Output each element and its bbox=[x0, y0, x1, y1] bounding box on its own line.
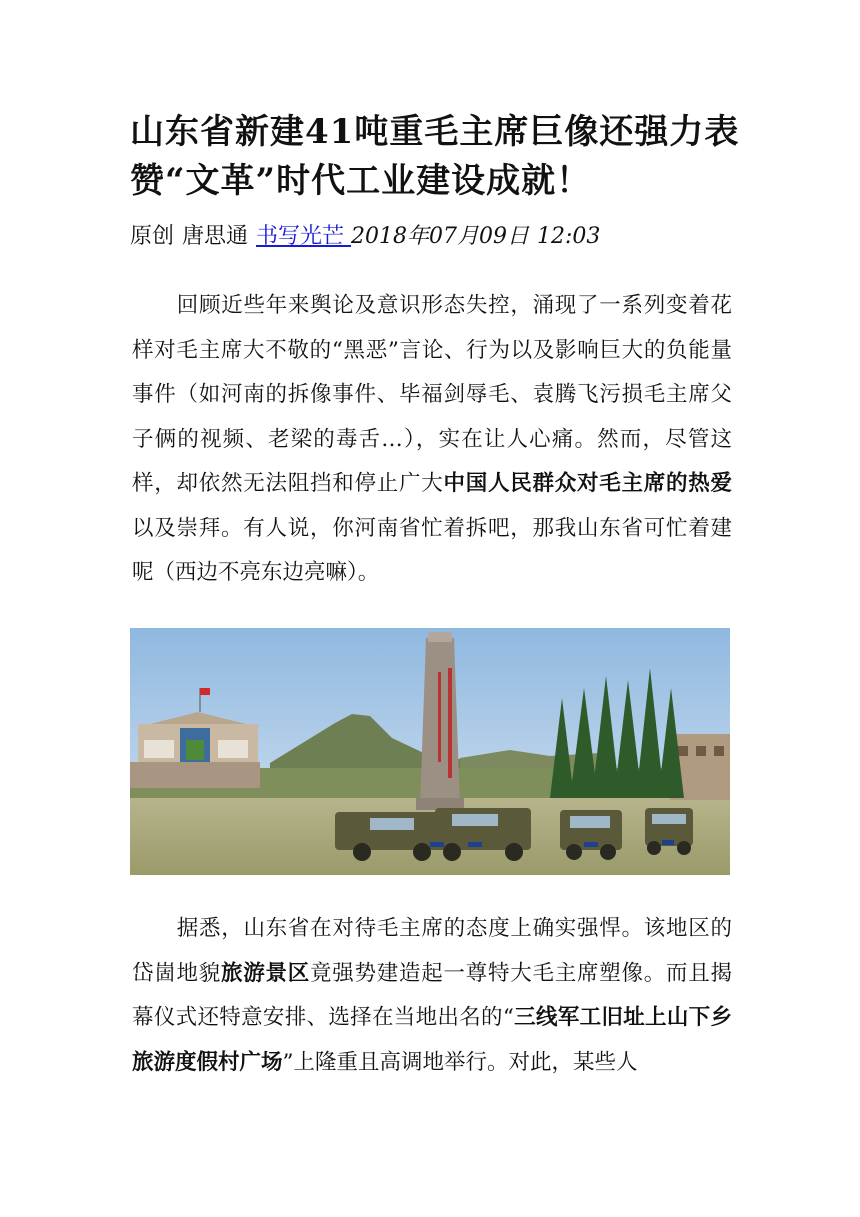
article-photo bbox=[130, 628, 730, 875]
paragraph-1-text-b: 以及崇拜。有人说，你河南省忙着拆吧，那我山东省可忙着建呢（西边不亮东边亮嘛）。 bbox=[132, 515, 732, 585]
author-name: 唐思通 bbox=[182, 224, 249, 249]
source-link[interactable]: 书写光芒 bbox=[256, 224, 352, 249]
paragraph-2-bold-a: 旅游景区 bbox=[221, 960, 310, 986]
paragraph-2 bbox=[132, 907, 732, 1085]
paragraph-1-bold-a: 中国人民群众对毛主席的热爱 bbox=[443, 471, 732, 496]
article-title: 山东省新建41吨重毛主席巨像还强力表赞“文革”时代工业建设成就！ bbox=[130, 112, 740, 201]
paragraph-2-text-c: ”上隆重且高调地举行。对此，某些人 bbox=[282, 1049, 638, 1075]
article-photo-illustration bbox=[130, 628, 730, 875]
paragraph-1 bbox=[132, 284, 732, 596]
byline bbox=[130, 222, 770, 252]
paragraph-2-bold-b: 三线军工旧址上山下乡旅游度假村广场 bbox=[132, 1005, 732, 1075]
publish-date: 2018年07月09日 bbox=[351, 224, 530, 249]
paragraph-1-text-a: 回顾近些年来舆论及意识形态失控，涌现了一系列变着花样对毛主席大不敬的“黑恶”言论、行为以及影响巨大的负能量事件（如河南的拆像事件、毕福剑辱毛、袁腾飞污损毛主席父子俩的视频、老梁的毒舌…），实在让人心痛。然而，尽管这样，却依然无法阻挡和停止广大 bbox=[132, 293, 732, 496]
paragraph-2-text-b: 竟强势建造起一尊特大毛主席塑像。而且揭幕仪式还特意安排、选择在当地出名的“ bbox=[132, 960, 732, 1030]
paragraph-2-text-a: 据悉，山东省在对待毛主席的态度上确实强悍。该地区的岱崮地貌 bbox=[132, 916, 732, 986]
publish-time: 12:03 bbox=[537, 224, 601, 249]
original-tag: 原创 bbox=[130, 224, 175, 249]
